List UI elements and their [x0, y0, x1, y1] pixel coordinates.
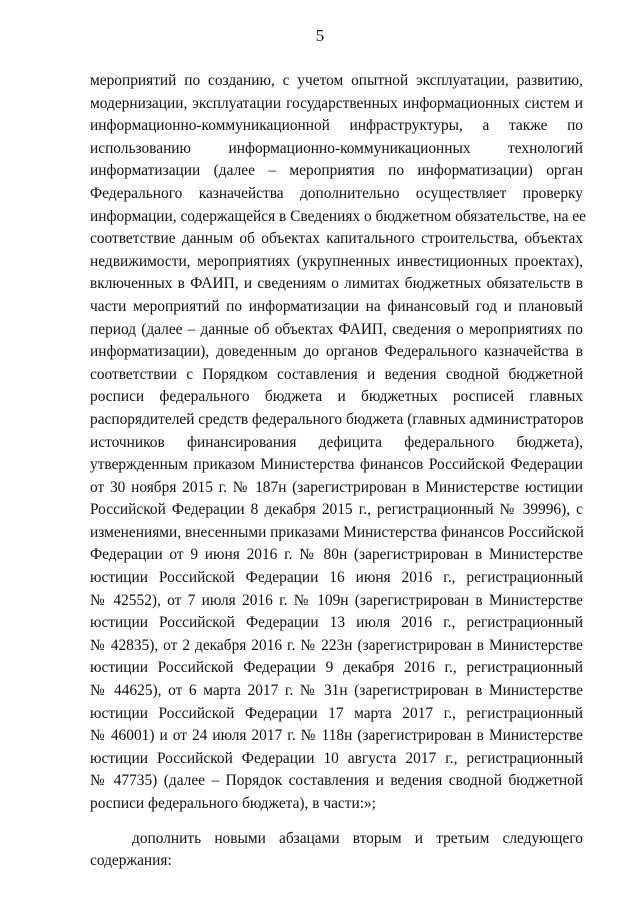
text-line: № 44625), от 6 марта 2017 г. № 31н (зарегистрирован в Министерстве [90, 682, 583, 700]
text-line: № 46001) и от 24 июля 2017 г. № 118н (зарегистрирован в Министерстве [90, 727, 583, 745]
text-line: от 30 ноября 2015 г. № 187н (зарегистрирован в Министерстве юстиции [90, 478, 583, 496]
text-line: росписи федерального бюджета и бюджетных росписей главных [90, 388, 583, 406]
text-line: Российской Федерации 8 декабря 2015 г., регистрационный № 39996), с [90, 501, 583, 519]
text-line: изменениями, внесенными приказами Министерства финансов Российской [90, 523, 584, 541]
text-line: использованию информационно-коммуникационных технологий [90, 139, 583, 157]
paragraph-1 [90, 70, 586, 816]
text-line: мероприятий по созданию, с учетом опытной эксплуатации, развитию, [90, 72, 583, 89]
text-line: юстиции Российской Федерации 13 июля 2016 г., регистрационный [90, 614, 583, 632]
text-line: росписи федерального бюджета), в части:»; [90, 795, 376, 812]
text-line: № 47735) (далее – Порядок составления и ведения сводной бюджетной [90, 772, 583, 790]
page-number: 5 [315, 26, 325, 45]
text-line: содержания: [90, 852, 172, 870]
text-line: период (далее – данные об объектах ФАИП, сведения о мероприятиях по [90, 320, 583, 338]
text-line: № 42835), от 2 декабря 2016 г. № 223н (зарегистрирован в Министерстве [90, 636, 583, 654]
text-line: юстиции Российской Федерации 17 марта 2017 г., регистрационный [90, 704, 583, 722]
text-line: юстиции Российской Федерации 10 августа 2017 г., регистрационный [90, 749, 583, 767]
text-line: информации, содержащейся в Сведениях о бюджетном обязательстве, на ее [90, 207, 586, 225]
text-line: распорядителей средств федерального бюджета (главных администраторов [90, 410, 584, 428]
text-line: дополнить новыми абзацами вторым и третьим следующего [132, 829, 583, 847]
text-line: части мероприятий по информатизации на финансовый год и плановый [90, 297, 583, 315]
text-line: информатизации), доведенным до органов Федерального казначейства в [90, 343, 583, 361]
text-line: информационно-коммуникационной инфраструктуры, а также по [90, 117, 583, 135]
text-line: источников финансирования дефицита федерального бюджета), [90, 433, 583, 451]
text-line: юстиции Российской Федерации 16 июня 2016 г., регистрационный [90, 569, 583, 587]
text-line: соответствии с Порядком составления и ведения сводной бюджетной [90, 365, 583, 383]
text-line: информатизации (далее – мероприятия по информатизации) орган [90, 162, 583, 180]
text-line: модернизации, эксплуатации государственных информационных систем и [90, 94, 583, 112]
text-line: № 42552), от 7 июля 2016 г. № 109н (зарегистрирован в Министерстве [90, 591, 583, 609]
text-line: утвержденным приказом Министерства финансов Российской Федерации [90, 456, 583, 474]
paragraph-spacer [90, 816, 583, 828]
text-line: недвижимости, мероприятиях (укрупненных инвестиционных проектах), [90, 252, 583, 270]
text-line: соответствие данным об объектах капитального строительства, объектах [90, 230, 583, 248]
body-text [90, 70, 586, 873]
text-line: Федерального казначейства дополнительно осуществляет проверку [90, 184, 583, 202]
paragraph-2 [90, 828, 583, 873]
text-line: включенных в ФАИП, и сведениям о лимитах бюджетных обязательств в [90, 275, 583, 293]
text-line: Федерации от 9 июня 2016 г. № 80н (зарегистрирован в Министерстве [90, 546, 583, 564]
text-line: юстиции Российской Федерации 9 декабря 2016 г., регистрационный [90, 659, 583, 677]
